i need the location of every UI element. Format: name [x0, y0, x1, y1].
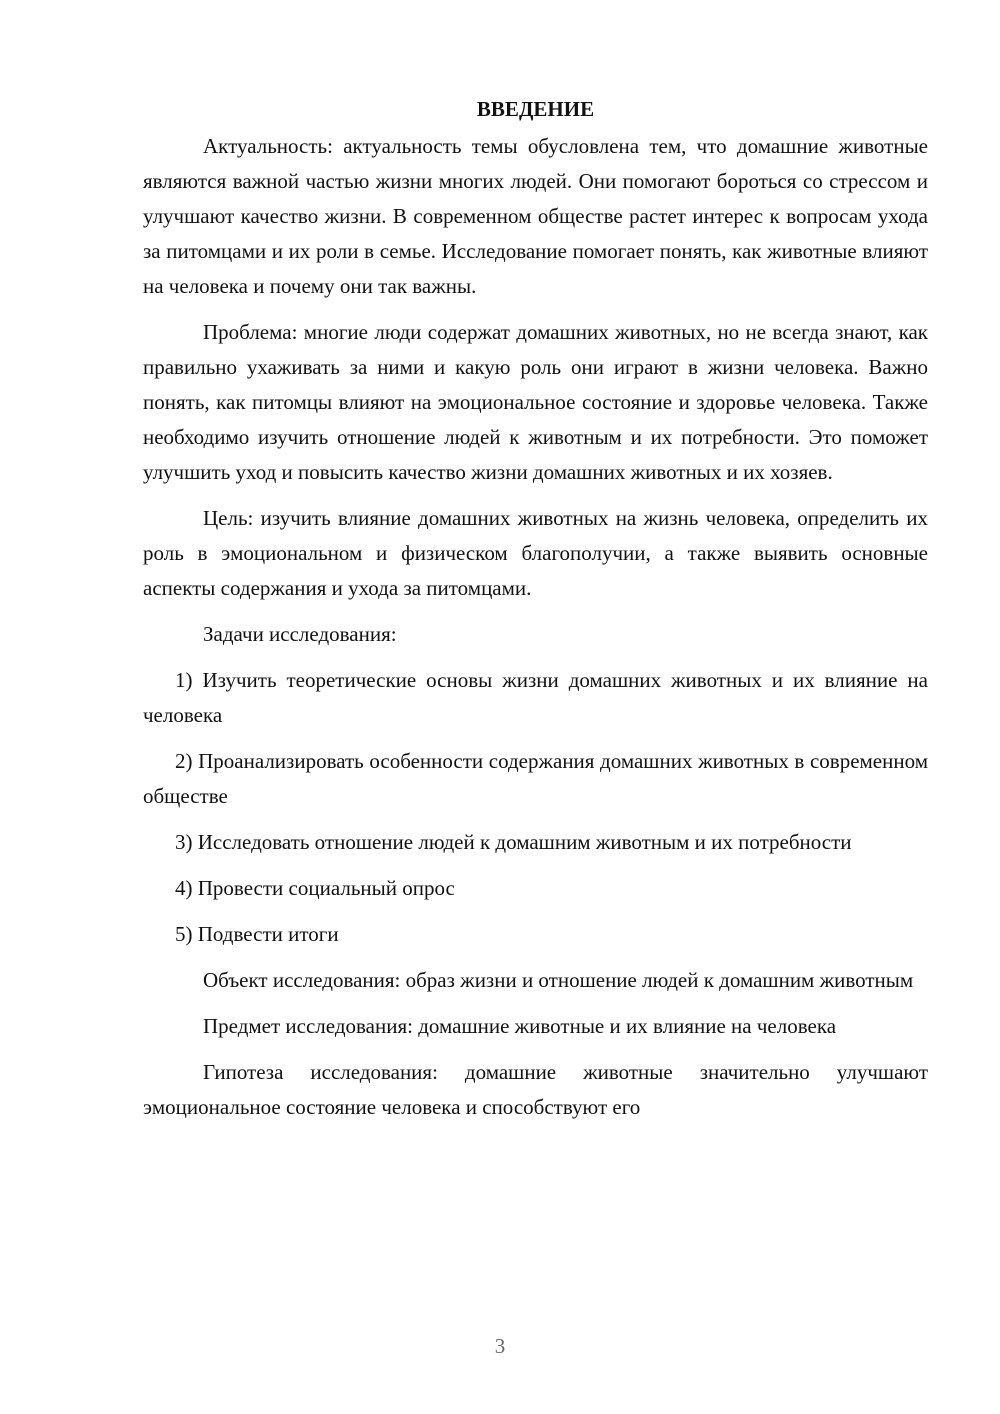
goal-paragraph: Цель: изучить влияние домашних животных на жизнь человека, определить их роль в эмоциональном и физическом благополучии, а также выявить основные аспекты содержания и ухода за питомцами.	[143, 506, 928, 600]
task-item: 1) Изучить теоретические основы жизни домашних животных и их влияние на человека	[143, 668, 928, 727]
relevance-paragraph: Актуальность: актуальность темы обусловлена тем, что домашние животные являются важной частью жизни многих людей. Они помогают бороться со стрессом и улучшают качество жизни. В современном обществе растет интерес к вопросам ухода за питомцами и их роли в семье. Исследование помогает понять, как животные влияют на человека и почему они так важны.	[143, 134, 928, 298]
tasks-heading: Задачи исследования:	[203, 622, 397, 646]
task-item: 2) Проанализировать особенности содержания домашних животных в современном обществе	[143, 749, 928, 808]
page-number: 3	[494, 1334, 506, 1358]
section-title: ВВЕДЕНИЕ	[476, 97, 595, 121]
subject-paragraph: Предмет исследования: домашние животные и их влияние на человека	[203, 1014, 837, 1038]
problem-paragraph: Проблема: многие люди содержат домашних животных, но не всегда знают, как правильно ухаживать за ними и какую роль они играют в жизни человека. Важно понять, как питомцы влияют на эмоциональное состояние и здоровье человека. Также необходимо изучить отношение людей к животным и их потребности. Это поможет улучшить уход и повысить качество жизни домашних животных и их хозяев.	[143, 320, 928, 484]
task-item: 4) Провести социальный опрос	[175, 876, 455, 900]
page-content	[143, 92, 928, 1125]
task-item: 5) Подвести итоги	[175, 922, 339, 946]
task-item: 3) Исследовать отношение людей к домашним животным и их потребности	[175, 830, 852, 854]
hypothesis-paragraph: Гипотеза исследования: домашние животные значительно улучшают эмоциональное состояние человека и способствуют его	[143, 1060, 928, 1119]
object-paragraph: Объект исследования: образ жизни и отношение людей к домашним животным	[203, 968, 914, 992]
